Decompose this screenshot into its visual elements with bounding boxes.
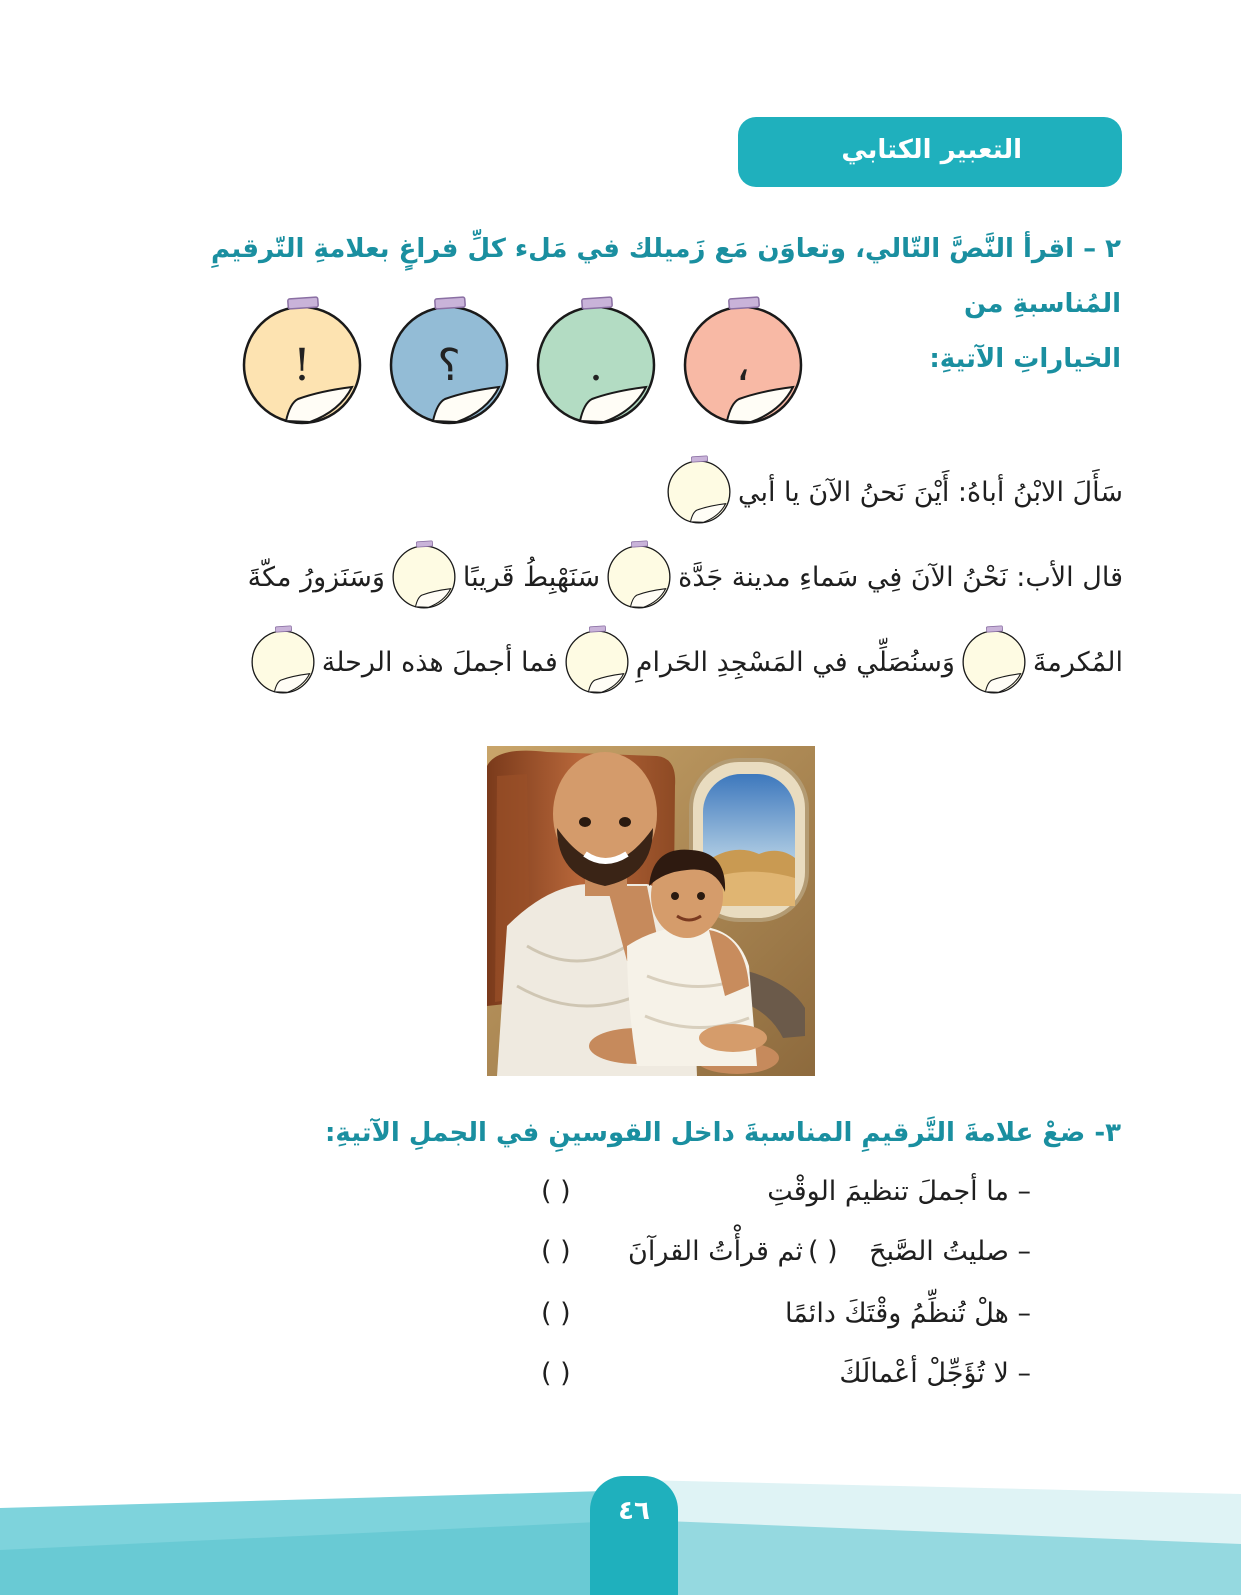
option-question-mark-symbol: ؟: [437, 339, 461, 391]
tape-strip: [986, 626, 1002, 632]
answer-parentheses-2b[interactable]: ( ): [541, 1236, 571, 1267]
tape-strip: [691, 456, 707, 462]
passage-text: وَسَنَزورُ مكّةَ: [247, 561, 385, 593]
passage-line-1: [666, 459, 1123, 525]
answer-parentheses-4[interactable]: ( ): [541, 1358, 571, 1389]
sticker-shape: [961, 629, 1027, 695]
sentence-1: – ما أجملَ تنظيمَ الوقْتِ: [767, 1176, 1031, 1207]
sentence-3: – هلْ تُنظِّمُ وقْتَكَ دائمًا: [784, 1298, 1031, 1329]
blank-sticker[interactable]: [606, 544, 672, 610]
answer-parentheses-1[interactable]: ( ): [541, 1176, 571, 1207]
section-header: [738, 117, 1122, 187]
sticker-shape: [606, 544, 672, 610]
answer-parentheses-3[interactable]: ( ): [541, 1298, 571, 1329]
option-period-sticker[interactable]: [534, 303, 658, 427]
question-3-title: ٣- ضعْ علامةَ التَّرقيمِ المناسبةَ داخل القوسينِ في الجملِ الآتيةِ:: [325, 1118, 1121, 1148]
passage-text: المُكرمةَ: [1032, 646, 1123, 678]
option-exclamation-symbol: !: [293, 339, 311, 391]
sticker-shape: [250, 629, 316, 695]
tape-strip: [416, 541, 432, 547]
option-period-symbol: .: [589, 339, 603, 391]
blank-sticker[interactable]: [666, 459, 732, 525]
blank-sticker[interactable]: [250, 629, 316, 695]
sentence-2: – صليتُ الصَّبحَ: [869, 1236, 1031, 1267]
passage-text: فما أجملَ هذه الرحلة: [321, 646, 558, 678]
blank-sticker[interactable]: [961, 629, 1027, 695]
illustration-father-son-airplane: [487, 746, 815, 1076]
passage-text: سَأَلَ الابْنُ أباهُ: أَيْنَ نَحنُ الآنَ يا أبي: [737, 476, 1123, 508]
tape-strip: [632, 541, 648, 547]
blank-sticker[interactable]: [391, 544, 457, 610]
tape-strip: [589, 626, 605, 632]
page-number: ٤٦: [618, 1496, 650, 1526]
sticker-shape: [391, 544, 457, 610]
option-question-mark-sticker[interactable]: [387, 303, 511, 427]
passage-line-3: [250, 629, 1123, 695]
question-2-line-2: الخياراتِ الآتيةِ:: [929, 344, 1121, 374]
passage-text: سَنَهْبِطُ قَريبًا: [462, 561, 601, 593]
tape-strip: [275, 626, 291, 632]
passage-line-2: [248, 544, 1123, 610]
page-number-tab: [590, 1476, 678, 1595]
section-title: التعبير الكتابي: [841, 135, 1022, 165]
sticker-shape: [564, 629, 630, 695]
option-exclamation-sticker[interactable]: [240, 303, 364, 427]
answer-parentheses-2a[interactable]: ( ): [808, 1236, 838, 1267]
sentence-2-continuation: ثم قرأْتُ القرآنَ: [628, 1236, 803, 1267]
sticker-shape: [666, 459, 732, 525]
passage-text: وَسنُصَلِّي في المَسْجِدِ الحَرامِ: [635, 646, 955, 678]
passage-text: قال الأب: نَحْنُ الآنَ فِي سَماءِ مدينة جَدَّة: [678, 561, 1123, 593]
sentence-4: – لا تُؤَجِّلْ أعْمالَكَ: [839, 1358, 1031, 1389]
blank-sticker[interactable]: [564, 629, 630, 695]
question-2-line-1: ٢ – اقرأ النَّصَّ التّالي، وتعاوَن مَع زَميلك في مَلء كلِّ فراغٍ بعلامةِ التّرقيمِ المُناسبةِ من: [210, 234, 1121, 319]
option-comma-symbol: ،: [735, 339, 751, 391]
option-comma-sticker[interactable]: [681, 303, 805, 427]
